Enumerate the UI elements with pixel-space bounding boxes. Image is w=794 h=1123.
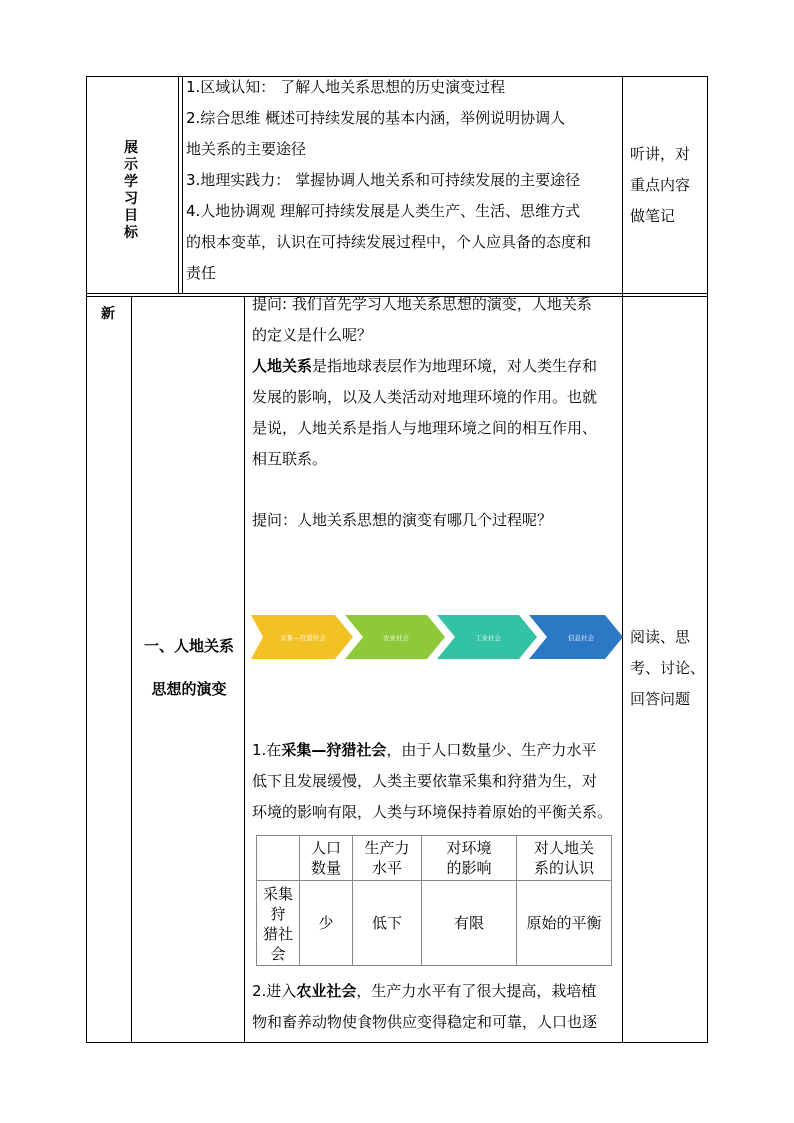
goals-label-char: 示: [124, 157, 138, 173]
paragraph-1: [252, 735, 622, 828]
activity-line: 回答问题: [630, 690, 691, 708]
definition-text: 是指地球表层作为地理环境，对人类生存和: [312, 357, 598, 375]
goals-label: [123, 140, 139, 242]
paragraph-line: [252, 976, 622, 1007]
activity-line: 重点内容: [630, 176, 691, 194]
paragraph-line: 环境的影响有限，人类与环境保持着原始的平衡关系。: [252, 803, 613, 821]
paragraph-line: 物和畜养动物使食物供应变得稳定和可靠，人口也逐: [252, 1013, 598, 1031]
goals-label-char: 目: [124, 208, 138, 224]
stage-label: 工业社会: [475, 634, 501, 642]
stage-diagram: [251, 615, 623, 659]
lesson-content: [252, 289, 620, 475]
para-rest: ，由于人口数量少、生产力水平: [386, 741, 597, 759]
question-line: 提问: 我们首先学习人地关系思想的演变，人地关系: [252, 295, 592, 313]
stage-label: 采集—狩猎社会: [280, 634, 326, 642]
goals-label-char: 展: [124, 140, 138, 156]
definition-line: 相互联系。: [252, 450, 328, 468]
table-row-label: 采集 狩 猎社 会: [262, 885, 293, 963]
activity-line: 考、讨论、: [630, 659, 706, 677]
goal-line: 责任: [186, 264, 217, 282]
question-2: 提问：人地关系思想的演变有哪几个过程呢？: [252, 511, 553, 529]
table-cell: 原始的平衡: [526, 914, 602, 932]
table-cell: 有限: [453, 914, 484, 932]
definition-term: 人地关系: [252, 357, 313, 375]
lesson-student-activity: [630, 622, 705, 715]
stage-label: 信息社会: [568, 634, 594, 642]
paragraph-line: 低下且发展缓慢，人类主要依靠采集和狩猎为生，对: [252, 772, 598, 790]
activity-line: 做笔记: [630, 207, 676, 225]
goals-text: [186, 72, 620, 289]
new-lesson-label: 新: [101, 306, 115, 322]
goal-line: 1.区域认知： 了解人地关系思想的历史演变过程: [186, 78, 506, 96]
section-title-line: 思想的演变: [151, 680, 227, 698]
table-cell: 少: [318, 914, 334, 932]
para-prefix: 1.在: [252, 741, 282, 759]
goal-line: 4.人地协调观 理解可持续发展是人类生产、生活、思维方式: [186, 202, 581, 220]
goals-student-activity: [630, 139, 690, 232]
paragraph-line: [252, 735, 622, 766]
paragraph-2: [252, 976, 622, 1038]
table-header: 对环境 的影响: [446, 839, 492, 877]
activity-line: 阅读、思: [630, 628, 691, 646]
table-header: 对人地关 系的认识: [533, 839, 594, 877]
goals-label-char: 标: [124, 225, 138, 241]
goal-line: 地关系的主要途径: [186, 140, 307, 158]
table-header: 生产力 水平: [364, 839, 410, 877]
definition-line: 是说，人地关系是指人与地理环境之间的相互作用、: [252, 419, 598, 437]
definition-line: [252, 351, 620, 382]
table-header: 人口 数量: [310, 839, 341, 877]
question-line: 的定义是什么呢？: [252, 326, 373, 344]
goal-line: 3.地理实践力： 掌握协调人地关系和可持续发展的主要途径: [186, 171, 581, 189]
section-title-line: 一、人地关系: [143, 637, 234, 655]
stage-label: 农业社会: [383, 634, 409, 642]
table-cell: 低下: [371, 914, 402, 932]
definition-line: 发展的影响，以及人类活动对地理环境的作用。也就: [252, 388, 598, 406]
para-prefix: 2.进入: [252, 982, 297, 1000]
goals-label-char: 学: [124, 174, 138, 190]
goal-line: 的根本变革，认识在可持续发展过程中，个人应具备的态度和: [186, 233, 592, 251]
goal-line: 2.综合思维 概述可持续发展的基本内涵，举例说明协调人: [186, 109, 566, 127]
activity-line: 听讲，对: [630, 145, 691, 163]
goals-label-char: 习: [124, 191, 138, 207]
section-title: [134, 631, 244, 705]
para-rest: ，生产力水平有了很大提高，栽培植: [356, 982, 597, 1000]
para-term: 采集—狩猎社会: [281, 741, 387, 759]
para-term: 农业社会: [296, 982, 357, 1000]
